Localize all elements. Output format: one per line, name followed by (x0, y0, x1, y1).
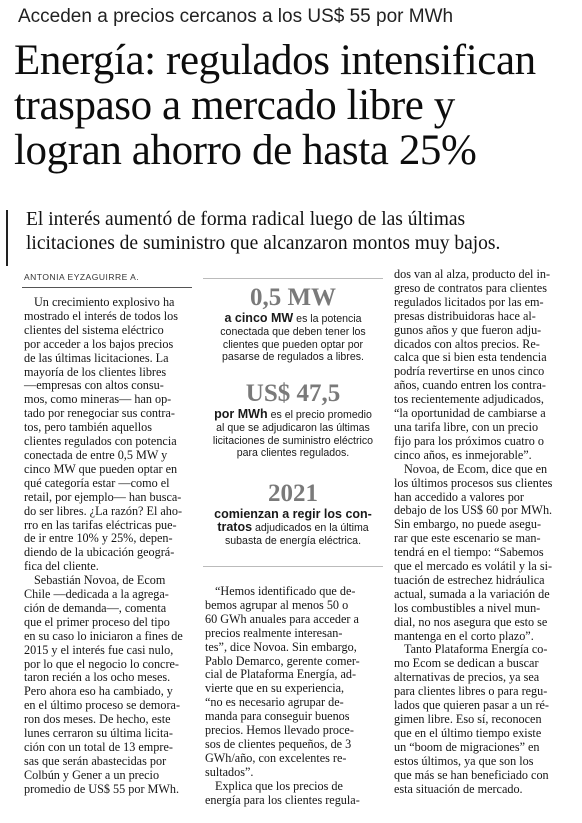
body-text-line: clientes del sistema eléctrico (24, 322, 164, 337)
body-text-line: diendo de la ubicación geográ- (24, 545, 175, 560)
body-text-line: tado por renegociar sus contra- (24, 406, 175, 421)
body-text-line: Explica que los precios de (215, 778, 343, 793)
stat-line: conectada que deben tener los (220, 325, 366, 338)
body-text-line: tendrá en el tiempo: “Sabemos (394, 545, 544, 560)
body-text-line: mos, como mineras— han op- (24, 392, 172, 407)
body-text-line: gunos años y que fueron adju- (394, 322, 542, 337)
body-text-line: tuación de estrechez hidráulica (394, 572, 545, 587)
body-text-line: de ir entre 10% y 25%, depen- (24, 531, 173, 546)
body-column-2 (205, 585, 385, 808)
body-text-line: regulados licitados por las em- (394, 294, 544, 309)
body-text-line: por acceder a los bajos precios (24, 336, 174, 351)
body-text-line: calca que si bien esta tendencia (394, 350, 547, 365)
stat-lead: tratos (217, 519, 253, 534)
body-text-line: Pero ahora eso ha cambiado, y (24, 684, 173, 699)
body-text-line: energía para los clientes regula- (205, 792, 360, 807)
deck (26, 208, 582, 256)
body-text-line: esta situación de mercado. (394, 781, 523, 796)
stat-precio (203, 380, 383, 460)
body-text-line: cial de Plataforma Energía, ad- (205, 667, 357, 682)
body-text-line: bemos agrupar al menos 50 o (205, 597, 349, 612)
body-text-line: promedio de US$ 55 por MWh. (24, 781, 180, 796)
body-text-line: tes”, dice Novoa. Sin embargo, (205, 639, 357, 654)
body-text-line: rar que este escenario se man- (394, 531, 541, 546)
body-text-line: “Hemos identificado que de- (215, 584, 356, 598)
body-text-line: presas distribuidoras hace al- (394, 308, 536, 323)
stat-line: para clientes regulados. (236, 447, 350, 460)
body-text-line: actual, sumada a la variación de (394, 586, 550, 601)
body-text-line: fijo para los próximos cuatro o (394, 433, 544, 448)
body-text-line: los últimos procesos sus clientes (394, 475, 553, 490)
body-text-line: debajo de los US$ 60 por MWh. (394, 503, 553, 518)
deck-rule (6, 210, 8, 266)
body-text-line: greso de contratos para clientes (394, 280, 547, 295)
byline-rule (22, 287, 192, 288)
body-text-line: que el primer proceso del tipo (24, 614, 170, 629)
body-text-line: cinco MW que pueden optar en (24, 461, 178, 476)
body-text-line: clientes regulados con potencia (24, 434, 177, 449)
headline-line: traspaso a mercado libre y (14, 82, 455, 129)
body-text-line: Tanto Plataforma Energía co- (404, 642, 548, 657)
deck-line: El interés aumentó de forma radical luego de las últimas (26, 209, 466, 230)
stat-line: subasta de energía eléctrica. (224, 534, 362, 547)
body-text-line: rro en las tarifas eléctricas pue- (24, 517, 177, 532)
body-text-line: conectada de entre 0,5 MW y (24, 447, 168, 462)
body-text-line: mantenga en el corto plazo”. (394, 628, 534, 643)
stats-box-rule-top (203, 278, 383, 279)
body-text-line: —empresas con altos consu- (24, 378, 164, 393)
stat-value: 0,5 MW (249, 284, 337, 311)
stat-potencia (203, 284, 383, 364)
body-text-line: sas que serán abastecidas por (24, 753, 167, 768)
body-text-line: los combustibles a nivel mun- (394, 600, 541, 615)
headline (14, 38, 580, 173)
body-text-line: tos, pero también aquellos (24, 420, 152, 435)
body-text-line: GWh/año, con excelentes re- (205, 750, 347, 765)
stat-line: licitaciones de suministro eléctrico (212, 434, 374, 447)
body-text-line: ción con un total de 13 empre- (24, 740, 173, 754)
body-text-line: lados que quieren pasar a un ré- (394, 698, 549, 713)
stats-box-rule-bottom (203, 566, 383, 567)
body-text-line: fica del cliente. (24, 559, 99, 574)
body-text-line: manda para conseguir buenos (205, 709, 350, 724)
body-text-line: vierte que en su experiencia, (205, 681, 345, 696)
stat-lead: a cinco MW (224, 311, 294, 325)
byline: ANTONIA EYZAGUIRRE A. (24, 272, 140, 282)
body-text-line: Colbún y Gener a un precio (24, 767, 160, 782)
body-text-line: dial, no nos asegura que esto se (394, 614, 548, 629)
stat-line: pasarse de regulados a libres. (222, 351, 364, 364)
body-column-3 (394, 268, 576, 796)
body-text-line: taron recién a los ocho meses. (24, 670, 171, 685)
body-text-line: tos recientemente adjudicados, (394, 392, 544, 407)
body-text-line: Sebastián Novoa, de Ecom (34, 573, 166, 588)
stat-line: clientes que pueden optar por (222, 338, 364, 351)
body-text-line: sos de clientes pequeños, de 3 (205, 736, 352, 751)
body-text-line: por lo que el negocio lo concre- (24, 656, 179, 671)
stat-description (203, 508, 383, 547)
stat-line: es el precio promedio (270, 409, 372, 421)
body-text-line: do ser libres. ¿La razón? El aho- (24, 503, 183, 518)
body-text-line: alternativas de precios, ya sea (394, 670, 540, 685)
body-text-line: “no es necesario agrupar de- (205, 695, 344, 710)
body-text-line: mostrado el interés de todos los (24, 308, 179, 323)
body-text-line: una tarifa libre, con un precio (394, 419, 539, 434)
body-text-line: Pablo Demarco, gerente comer- (205, 653, 360, 668)
stat-lead: por MWh (214, 407, 268, 421)
body-text-line: estos últimos, ya que son los (394, 753, 534, 768)
body-text-line: años, cuando entren los contra- (394, 378, 546, 393)
stat-value: US$ 47,5 (245, 380, 341, 407)
body-text-line: en el último proceso se demora- (24, 698, 181, 713)
body-text-line: Sin embargo, no puede asegu- (394, 517, 542, 532)
body-text-line: gimen libre. Eso sí, reconocen (394, 712, 542, 726)
body-column-1 (24, 296, 196, 797)
stat-line: al que se adjudicaron las últimas (216, 421, 370, 434)
body-text-line: sultados”. (205, 764, 254, 779)
body-text-line: retail, por ejemplo— han busca- (24, 489, 182, 504)
headline-line: Energía: regulados intensifican (14, 37, 536, 84)
body-text-line: podría revertirse en unos cinco (394, 364, 545, 379)
body-text-line: mayoría de los clientes libres (24, 364, 167, 379)
body-text-line: cinco años, es inmejorable”. (394, 447, 532, 462)
stat-line: adjudicados en la última (255, 521, 369, 534)
body-text-line: han accedido a valores por (394, 489, 524, 504)
stat-lead: comienzan a regir los con- (214, 507, 372, 521)
body-text-line: Chile —dedicada a la agrega- (24, 587, 169, 602)
stat-description (203, 312, 383, 364)
headline-line: logran ahorro de hasta 25% (14, 127, 477, 174)
body-text-line: “la oportunidad de cambiarse a (394, 406, 546, 421)
body-text-line: qué categoría estar —como el (24, 475, 170, 490)
stat-contratos (203, 480, 383, 547)
body-text-line: precios. Hemos llevado proce- (205, 723, 354, 738)
body-text-line: dicados con altos precios. Re- (394, 336, 540, 351)
body-text-line: dos van al alza, producto del in- (394, 267, 551, 281)
kicker: Acceden a precios cercanos a los US$ 55 por MWh (18, 6, 454, 27)
stat-value: 2021 (268, 480, 318, 507)
stat-description (203, 408, 383, 460)
body-text-line: lunes cerraron su última licita- (24, 726, 173, 741)
body-text-line: 2015 y el interés fue casi nulo, (24, 642, 174, 657)
body-text-line: un “boom de migraciones” en (394, 739, 540, 754)
body-text-line: de las últimas licitaciones. La (24, 350, 169, 365)
deck-line: licitaciones de suministro que alcanzaron montos muy bajos. (26, 233, 501, 254)
stat-line: es la potencia (296, 313, 362, 325)
body-text-line: Novoa, de Ecom, dice que en (404, 461, 548, 476)
body-text-line: para clientes libres o para regu- (394, 684, 548, 699)
body-text-line: 60 GWh anuales para acceder a (205, 611, 359, 626)
body-text-line: que en el último tiempo existe (394, 725, 542, 740)
body-text-line: ron dos meses. De hecho, este (24, 712, 171, 727)
body-text-line: que el mercado es volátil y la si- (394, 559, 553, 574)
body-text-line: ción de demanda—, comenta (24, 600, 167, 615)
body-text-line: en su caso lo iniciaron a fines de (24, 628, 183, 643)
body-text-line: precios realmente interesan- (205, 625, 343, 640)
body-text-line: Un crecimiento explosivo ha (34, 295, 175, 309)
body-text-line: que más se han beneficiado con (394, 767, 549, 782)
body-text-line: mo Ecom se dedican a buscar (394, 656, 539, 671)
